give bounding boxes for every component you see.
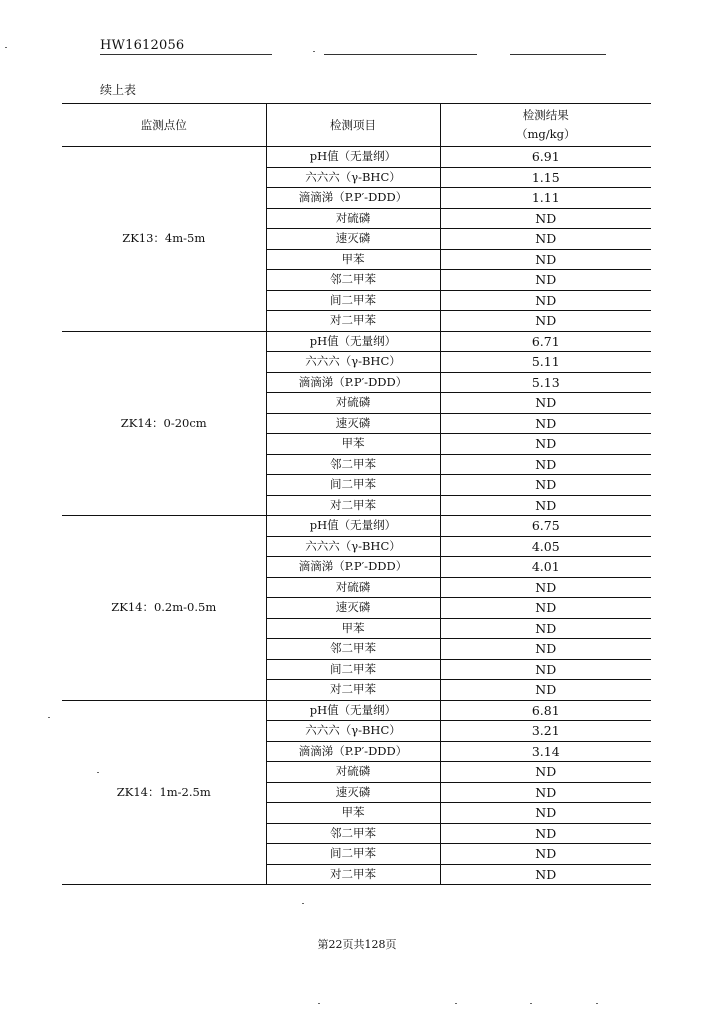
result-cell: ND xyxy=(440,495,651,516)
result-cell: ND xyxy=(440,270,651,291)
item-cell: 滴滴涕（P.P′-DDD） xyxy=(266,741,440,762)
result-cell: ND xyxy=(440,311,651,332)
result-cell: 3.21 xyxy=(440,721,651,742)
item-cell: 对二甲苯 xyxy=(266,495,440,516)
item-cell: 滴滴涕（P.P′-DDD） xyxy=(266,188,440,209)
scan-speck xyxy=(596,1003,598,1004)
result-cell: 1.15 xyxy=(440,167,651,188)
item-cell: 对二甲苯 xyxy=(266,311,440,332)
scan-speck xyxy=(313,51,315,52)
item-cell: pH值（无量纲） xyxy=(266,516,440,537)
item-cell: 对二甲苯 xyxy=(266,864,440,885)
result-cell: ND xyxy=(440,208,651,229)
column-header-site: 监测点位 xyxy=(62,104,266,147)
item-cell: 甲苯 xyxy=(266,803,440,824)
scan-speck xyxy=(302,903,304,904)
item-cell: pH值（无量纲） xyxy=(266,700,440,721)
column-header-result-title: 检测结果 xyxy=(522,108,569,122)
column-header-result-unit: （mg/kg） xyxy=(516,127,576,141)
site-cell: ZK14：0-20cm xyxy=(62,331,266,516)
item-cell: 邻二甲苯 xyxy=(266,823,440,844)
table-header-row xyxy=(62,104,651,147)
result-cell: ND xyxy=(440,618,651,639)
item-cell: 间二甲苯 xyxy=(266,475,440,496)
result-cell: 3.14 xyxy=(440,741,651,762)
result-cell: ND xyxy=(440,762,651,783)
item-cell: 甲苯 xyxy=(266,434,440,455)
scan-speck xyxy=(455,1003,457,1004)
item-cell: 间二甲苯 xyxy=(266,659,440,680)
result-cell: ND xyxy=(440,639,651,660)
scan-speck xyxy=(5,47,7,48)
result-cell: ND xyxy=(440,577,651,598)
result-cell: ND xyxy=(440,475,651,496)
item-cell: 速灭磷 xyxy=(266,598,440,619)
header-rule-right xyxy=(510,54,606,55)
result-cell: ND xyxy=(440,290,651,311)
result-cell: 1.11 xyxy=(440,188,651,209)
table-body xyxy=(62,147,651,885)
result-cell: ND xyxy=(440,680,651,701)
result-cell: ND xyxy=(440,249,651,270)
result-cell: ND xyxy=(440,393,651,414)
item-cell: 速灭磷 xyxy=(266,229,440,250)
item-cell: 六六六（γ-BHC） xyxy=(266,352,440,373)
result-cell: 5.13 xyxy=(440,372,651,393)
table-row xyxy=(62,516,651,537)
item-cell: 对硫磷 xyxy=(266,762,440,783)
result-cell: 6.75 xyxy=(440,516,651,537)
item-cell: pH值（无量纲） xyxy=(266,147,440,168)
item-cell: 六六六（γ-BHC） xyxy=(266,721,440,742)
site-cell: ZK13：4m-5m xyxy=(62,147,266,332)
scan-speck xyxy=(97,772,99,773)
item-cell: 邻二甲苯 xyxy=(266,639,440,660)
scan-speck xyxy=(48,717,50,718)
scan-speck xyxy=(318,1003,320,1004)
result-cell: ND xyxy=(440,864,651,885)
scan-speck xyxy=(530,1003,532,1004)
item-cell: 速灭磷 xyxy=(266,413,440,434)
item-cell: 邻二甲苯 xyxy=(266,454,440,475)
results-table xyxy=(62,103,651,885)
item-cell: 六六六（γ-BHC） xyxy=(266,167,440,188)
header-rule-middle xyxy=(324,54,477,55)
page-number: 第22页共128页 xyxy=(317,938,397,951)
result-cell: ND xyxy=(440,803,651,824)
result-cell: 4.01 xyxy=(440,557,651,578)
item-cell: pH值（无量纲） xyxy=(266,331,440,352)
result-cell: 6.91 xyxy=(440,147,651,168)
item-cell: 滴滴涕（P.P′-DDD） xyxy=(266,372,440,393)
item-cell: 六六六（γ-BHC） xyxy=(266,536,440,557)
item-cell: 对硫磷 xyxy=(266,393,440,414)
result-cell: ND xyxy=(440,823,651,844)
result-cell: ND xyxy=(440,782,651,803)
result-cell: ND xyxy=(440,844,651,865)
site-cell: ZK14：1m-2.5m xyxy=(62,700,266,885)
item-cell: 甲苯 xyxy=(266,249,440,270)
result-cell: 6.81 xyxy=(440,700,651,721)
result-cell: ND xyxy=(440,598,651,619)
header-rule-left xyxy=(100,54,272,55)
result-cell: ND xyxy=(440,229,651,250)
result-cell: 5.11 xyxy=(440,352,651,373)
column-header-result xyxy=(440,104,651,147)
report-id: HW1612056 xyxy=(100,38,185,53)
site-cell: ZK14：0.2m-0.5m xyxy=(62,516,266,701)
result-cell: 4.05 xyxy=(440,536,651,557)
item-cell: 间二甲苯 xyxy=(266,290,440,311)
table-row xyxy=(62,700,651,721)
item-cell: 滴滴涕（P.P′-DDD） xyxy=(266,557,440,578)
item-cell: 间二甲苯 xyxy=(266,844,440,865)
item-cell: 速灭磷 xyxy=(266,782,440,803)
item-cell: 对二甲苯 xyxy=(266,680,440,701)
item-cell: 对硫磷 xyxy=(266,208,440,229)
result-cell: ND xyxy=(440,454,651,475)
result-cell: ND xyxy=(440,434,651,455)
result-cell: 6.71 xyxy=(440,331,651,352)
result-cell: ND xyxy=(440,659,651,680)
item-cell: 对硫磷 xyxy=(266,577,440,598)
item-cell: 邻二甲苯 xyxy=(266,270,440,291)
continued-label: 续上表 xyxy=(100,83,137,97)
table-row xyxy=(62,331,651,352)
item-cell: 甲苯 xyxy=(266,618,440,639)
result-cell: ND xyxy=(440,413,651,434)
table-row xyxy=(62,147,651,168)
column-header-item: 检测项目 xyxy=(266,104,440,147)
